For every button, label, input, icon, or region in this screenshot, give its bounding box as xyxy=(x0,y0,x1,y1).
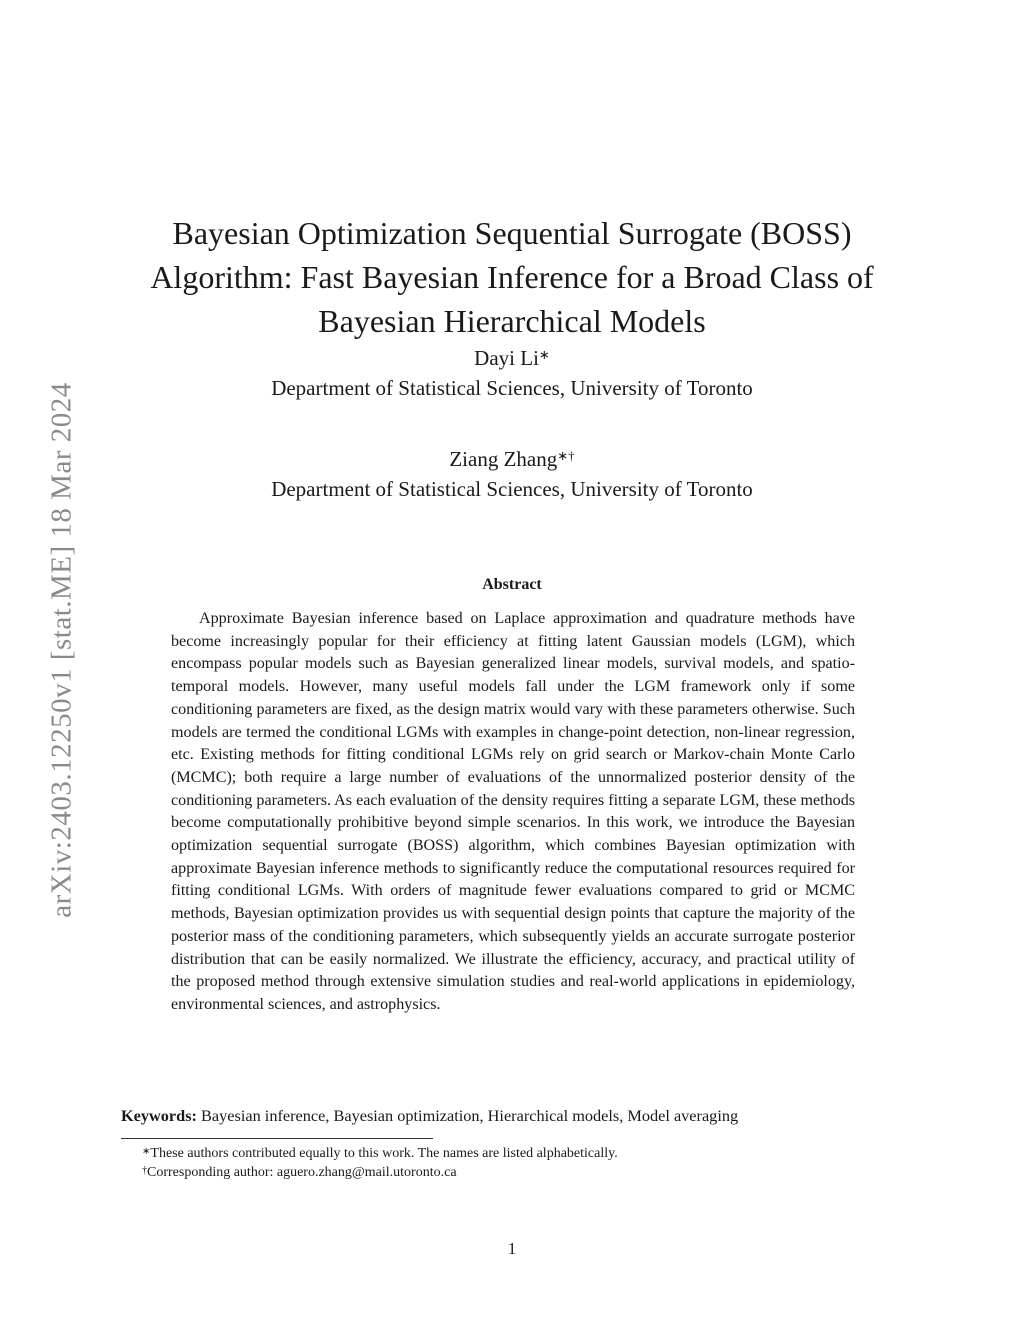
abstract-body: Approximate Bayesian inference based on Laplace approximation and quadrature methods have become increasingly popular for their efficiency at fitting latent Gaussian models (LGM), which encompass popular models such as Bayesian generalized linear models, survival models, and spatio-temporal models. However, many useful models fall under the LGM framework only if some conditioning parameters are fixed, as the design matrix would vary with these parameters otherwise. Such models are termed the conditional LGMs with examples in change-point detection, non-linear regression, etc. Existing methods for fitting conditional LGMs rely on grid search or Markov-chain Monte Carlo (MCMC); both require a large number of evaluations of the unnormalized posterior density of the conditioning parameters. As each evaluation of the density requires fitting a separate LGM, these methods become computationally prohibitive beyond simple scenarios. In this work, we introduce the Bayesian optimization sequential surrogate (BOSS) algorithm, which combines Bayesian optimization with approximate Bayesian inference methods to significantly reduce the computational resources required for fitting conditional LGMs. With orders of magnitude fewer evaluations compared to grid or MCMC methods, Bayesian optimization provides us with sequential design points that capture the majority of the posterior mass of the conditioning parameters, which subsequently yields an accurate surrogate posterior distribution that can be easily normalized. We illustrate the efficiency, accuracy, and practical utility of the proposed method through extensive simulation studies and real-world applications in epidemiology, environmental sciences, and astrophysics. xyxy=(171,610,855,1013)
page-number: 1 xyxy=(507,1239,517,1258)
footnote-divider xyxy=(121,1138,433,1139)
footnote: †Corresponding author: aguero.zhang@mail.utoronto.ca xyxy=(142,1165,457,1180)
title-line: Bayesian Hierarchical Models xyxy=(318,303,706,340)
keywords-text: Bayesian inference, Bayesian optimization, Hierarchical models, Model averaging xyxy=(201,1106,739,1125)
keywords-line xyxy=(121,1106,911,1126)
author-affiliation: Department of Statistical Sciences, University of Toronto xyxy=(271,376,753,400)
author-block xyxy=(100,444,924,504)
author-name: Dayi Li∗ xyxy=(474,346,550,370)
arxiv-side-stamp: arXiv:2403.12250v1 [stat.ME] 18 Mar 2024 xyxy=(45,382,78,918)
footnote-mark: ∗ xyxy=(142,1146,151,1157)
author-affiliation: Department of Statistical Sciences, University of Toronto xyxy=(271,477,753,501)
title-line: Algorithm: Fast Bayesian Inference for a Broad Class of xyxy=(150,259,874,296)
footnotes xyxy=(142,1144,618,1182)
keywords-label: Keywords: xyxy=(121,1106,197,1125)
paper-title xyxy=(100,211,924,343)
author-block xyxy=(100,343,924,403)
author-name: Ziang Zhang∗† xyxy=(449,447,575,471)
title-line: Bayesian Optimization Sequential Surrogate (BOSS) xyxy=(172,215,852,252)
author-mark: ∗† xyxy=(557,448,575,463)
abstract-heading: Abstract xyxy=(482,576,542,593)
author-mark: ∗ xyxy=(538,347,550,362)
footnote-mark: † xyxy=(142,1165,147,1176)
footnote: ∗These authors contributed equally to this work. The names are listed alphabetically. xyxy=(142,1146,618,1161)
